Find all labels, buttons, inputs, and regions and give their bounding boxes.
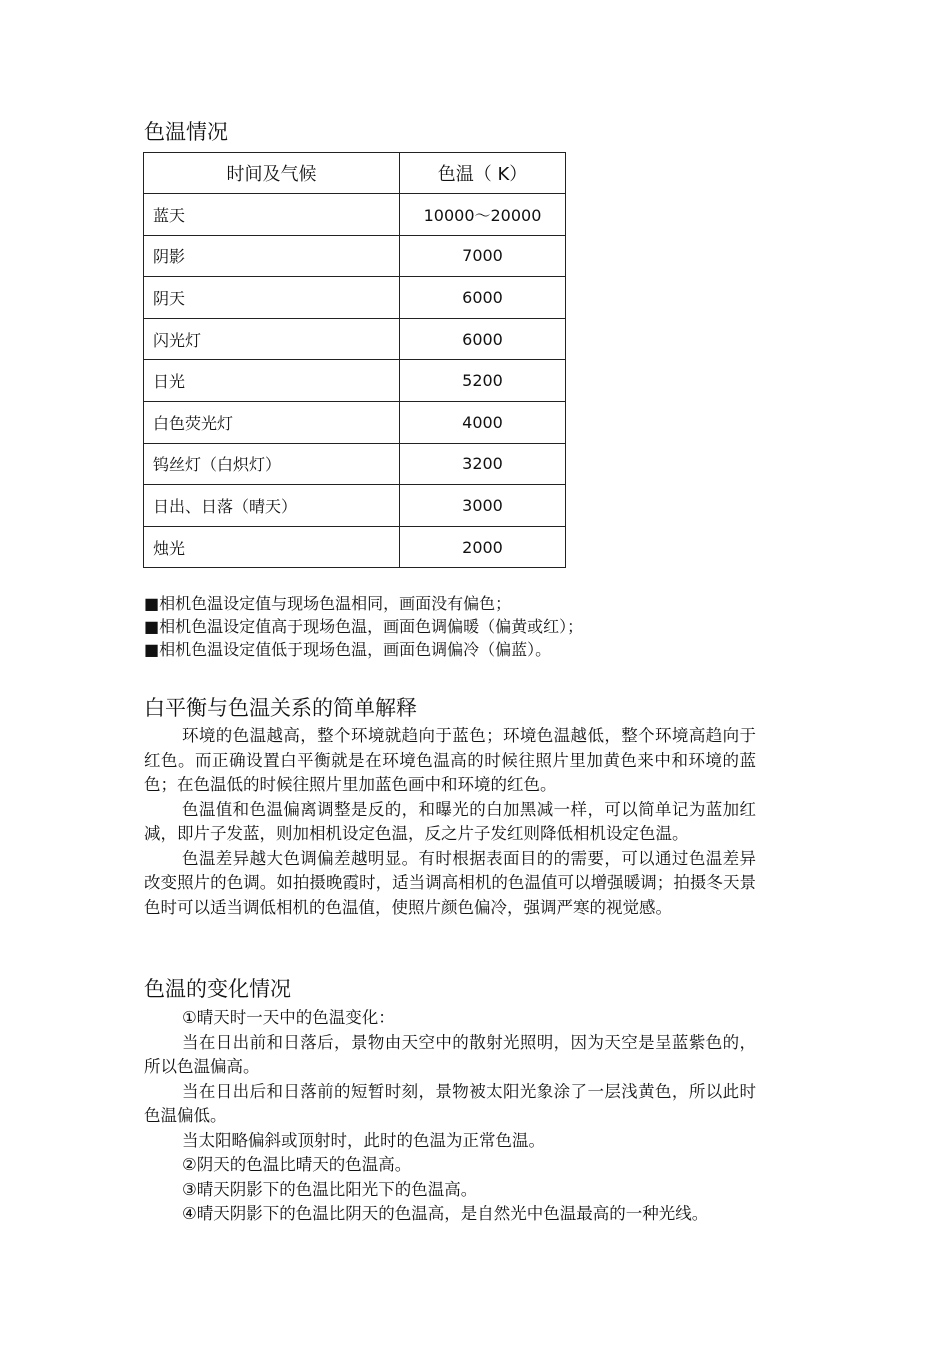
table-cell-kelvin: 4000 [400,401,566,443]
table-row [144,443,566,485]
color-temperature-table [143,152,566,568]
paragraph: ②阴天的色温比晴天的色温高。 [182,1155,412,1174]
paragraph: ①晴天时一天中的色温变化： [182,1008,395,1027]
section-title-color-temperature: 色温情况 [144,120,228,144]
table-cell-condition: 阴影 [144,235,400,277]
table-cell-kelvin: 3200 [400,443,566,485]
table-cell-condition: 日光 [144,360,400,402]
temperature-changes-body [144,1006,756,1227]
table-cell-kelvin: 5200 [400,360,566,402]
table-cell-condition: 日出、日落（晴天） [144,485,400,527]
table-cell-kelvin: 6000 [400,277,566,319]
paragraph: 当太阳略偏斜或顶射时，此时的色温为正常色温。 [182,1130,545,1150]
table-cell-kelvin: 6000 [400,318,566,360]
paragraph: 色温差异越大色调偏差越明显。有时根据表面目的的需要，可以通过色温差异改变照片的色调。如拍摄晚霞时，适当调高相机的色温值可以增强暖调；拍摄冬天景色时可以适当调低相机的色温值，使照片颜色偏冷，强调严寒的视觉感。 [144,848,756,917]
table-header-cell: 时间及气候 [144,153,400,194]
table-row [144,235,566,277]
table-cell-kelvin: 10000～20000 [400,194,566,236]
table-cell-condition: 烛光 [144,526,400,568]
paragraph: 色温值和色温偏离调整是反的，和曝光的白加黑减一样，可以简单记为蓝加红减，即片子发蓝，则加相机设定色温，反之片子发红则降低相机设定色温。 [144,799,756,843]
table-cell-kelvin: 2000 [400,526,566,568]
table-row [144,318,566,360]
paragraph: ③晴天阴影下的色温比阳光下的色温高。 [182,1179,478,1199]
table-header-row [144,153,566,194]
paragraph: 环境的色温越高，整个环境就趋向于蓝色；环境色温越低，整个环境高趋向于红色。而正确设置白平衡就是在环境色温高的时候往照片里加黄色来中和环境的蓝色；在色温低的时候往照片里加蓝色画中和环境的红色。 [144,726,756,794]
white-balance-body [144,724,756,920]
bullet-item: ■相机色温设定值低于现场色温，画面色调偏冷（偏蓝）。 [144,640,552,659]
table-cell-condition: 白色荧光灯 [144,401,400,443]
bullet-item: ■相机色温设定值与现场色温相同，画面没有偏色； [144,594,512,613]
section-title-temperature-changes: 色温的变化情况 [144,977,291,1001]
table-row [144,277,566,319]
table-row [144,526,566,568]
table-cell-kelvin: 7000 [400,235,566,277]
table-row [144,360,566,402]
paragraph: ④晴天阴影下的色温比阴天的色温高，是自然光中色温最高的一种光线。 [182,1204,709,1223]
bullet-item: ■相机色温设定值高于现场色温，画面色调偏暖（偏黄或红）； [144,617,584,636]
table-cell-condition: 钨丝灯（白炽灯） [144,443,400,485]
table-header-cell: 色温（ K） [400,153,566,194]
paragraph: 当在日出前和日落后，景物由天空中的散射光照明，因为天空是呈蓝紫色的，所以色温偏高。 [144,1032,756,1076]
bullet-list [144,592,583,661]
table-cell-condition: 蓝天 [144,194,400,236]
table-cell-condition: 阴天 [144,277,400,319]
table-row [144,401,566,443]
table-row [144,485,566,527]
table-cell-kelvin: 3000 [400,485,566,527]
table-cell-condition: 闪光灯 [144,318,400,360]
section-title-white-balance: 白平衡与色温关系的简单解释 [144,696,417,720]
table-row [144,194,566,236]
paragraph: 当在日出后和日落前的短暂时刻，景物被太阳光象涂了一层浅黄色，所以此时色温偏低。 [144,1081,756,1125]
